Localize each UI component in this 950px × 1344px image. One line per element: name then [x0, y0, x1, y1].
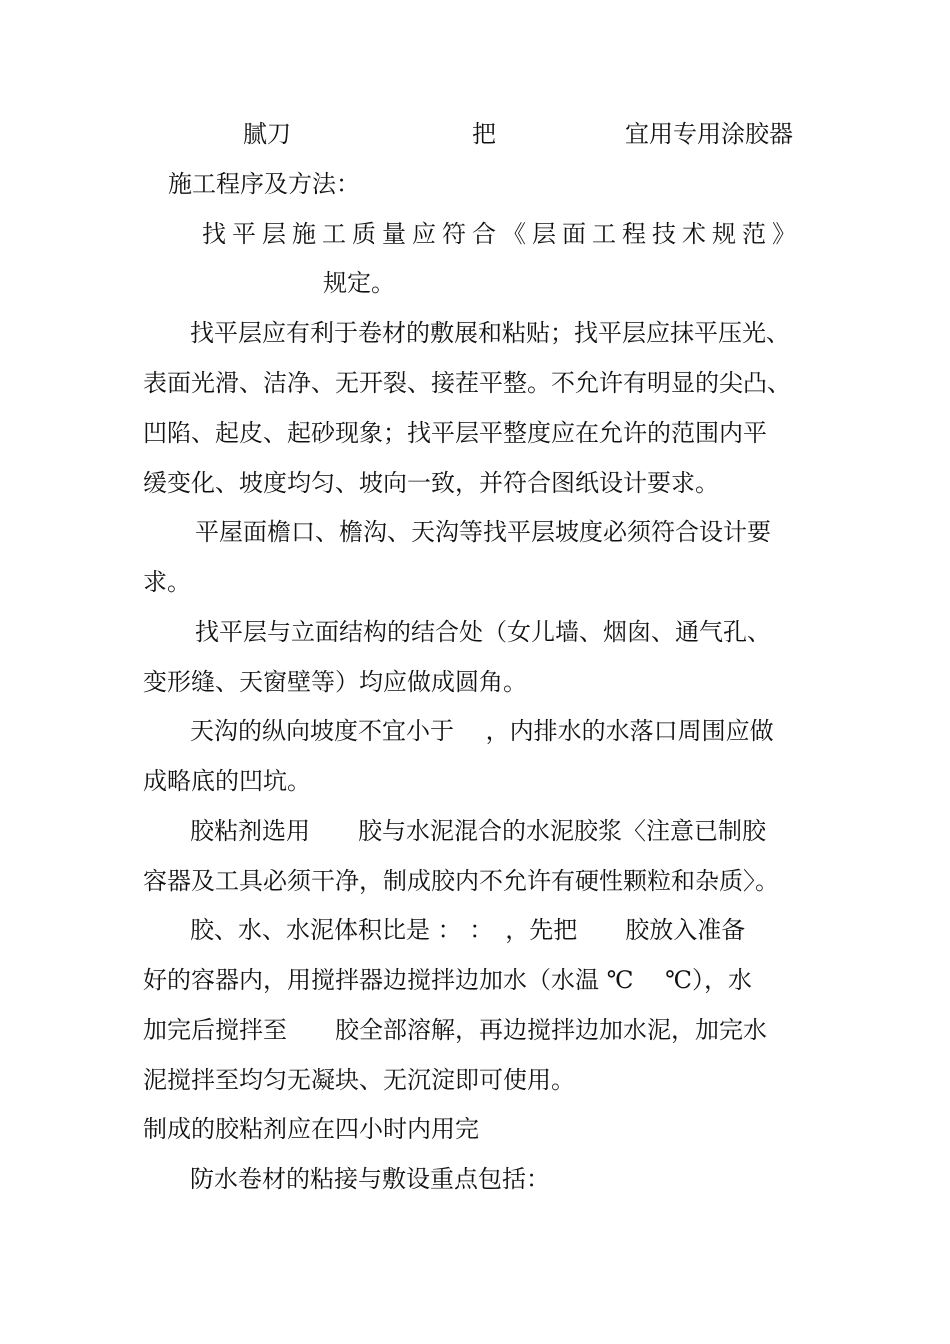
paragraph-line: 好的容器内，用搅拌器边搅拌边加水（水温 ℃ ℃），水	[143, 966, 752, 994]
paragraph-line: 成略底的凹坑。	[143, 767, 311, 795]
paragraph-line: 找平层与立面结构的结合处（女儿墙、烟囱、通气孔、	[195, 618, 771, 646]
tool-row-item-quantity: 把	[472, 120, 496, 148]
paragraph-line: 加完后搅拌至 胶全部溶解，再边搅拌边加水泥，加完水	[143, 1016, 767, 1044]
tool-row-item-note: 宜用专用涂胶器	[625, 120, 793, 148]
paragraph-line: 凹陷、起皮、起砂现象；找平层平整度应在允许的范围内平	[143, 419, 767, 447]
paragraph-line: 泥搅拌至均匀无凝块、无沉淀即可使用。	[143, 1066, 575, 1094]
section-heading: 施工程序及方法：	[168, 170, 360, 198]
paragraph-line: 求。	[143, 568, 191, 596]
paragraph-line: 胶、水、水泥体积比是 ： ： ，先把 胶放入准备	[190, 916, 746, 944]
paragraph-line: 变形缝、天窗壁等）均应做成圆角。	[143, 668, 527, 696]
paragraph-line: 找平层施工质量应符合《层面工程技术规范》	[202, 220, 802, 248]
paragraph-line: 制成的胶粘剂应在四小时内用完	[143, 1115, 479, 1143]
paragraph-line: 容器及工具必须干净，制成胶内不允许有硬性颗粒和杂质〉。	[143, 867, 779, 895]
paragraph-line: 缓变化、坡度均匀、坡向一致，并符合图纸设计要求。	[143, 469, 719, 497]
paragraph-line: 防水卷材的粘接与敷设重点包括：	[190, 1165, 550, 1193]
paragraph-line: 天沟的纵向坡度不宜小于 ，内排水的水落口周围应做	[190, 717, 774, 745]
paragraph-line: 胶粘剂选用 胶与水泥混合的水泥胶浆〈注意已制胶	[190, 817, 766, 845]
paragraph-line: 表面光滑、洁净、无开裂、接茬平整。不允许有明显的尖凸、	[143, 369, 791, 397]
tool-row-item-name: 腻刀	[243, 120, 291, 148]
paragraph-line: 找平层应有利于卷材的敷展和粘贴；找平层应抹平压光、	[190, 319, 790, 347]
paragraph-line: 规定。	[323, 269, 395, 297]
paragraph-line: 平屋面檐口、檐沟、天沟等找平层坡度必须符合设计要	[195, 518, 771, 546]
